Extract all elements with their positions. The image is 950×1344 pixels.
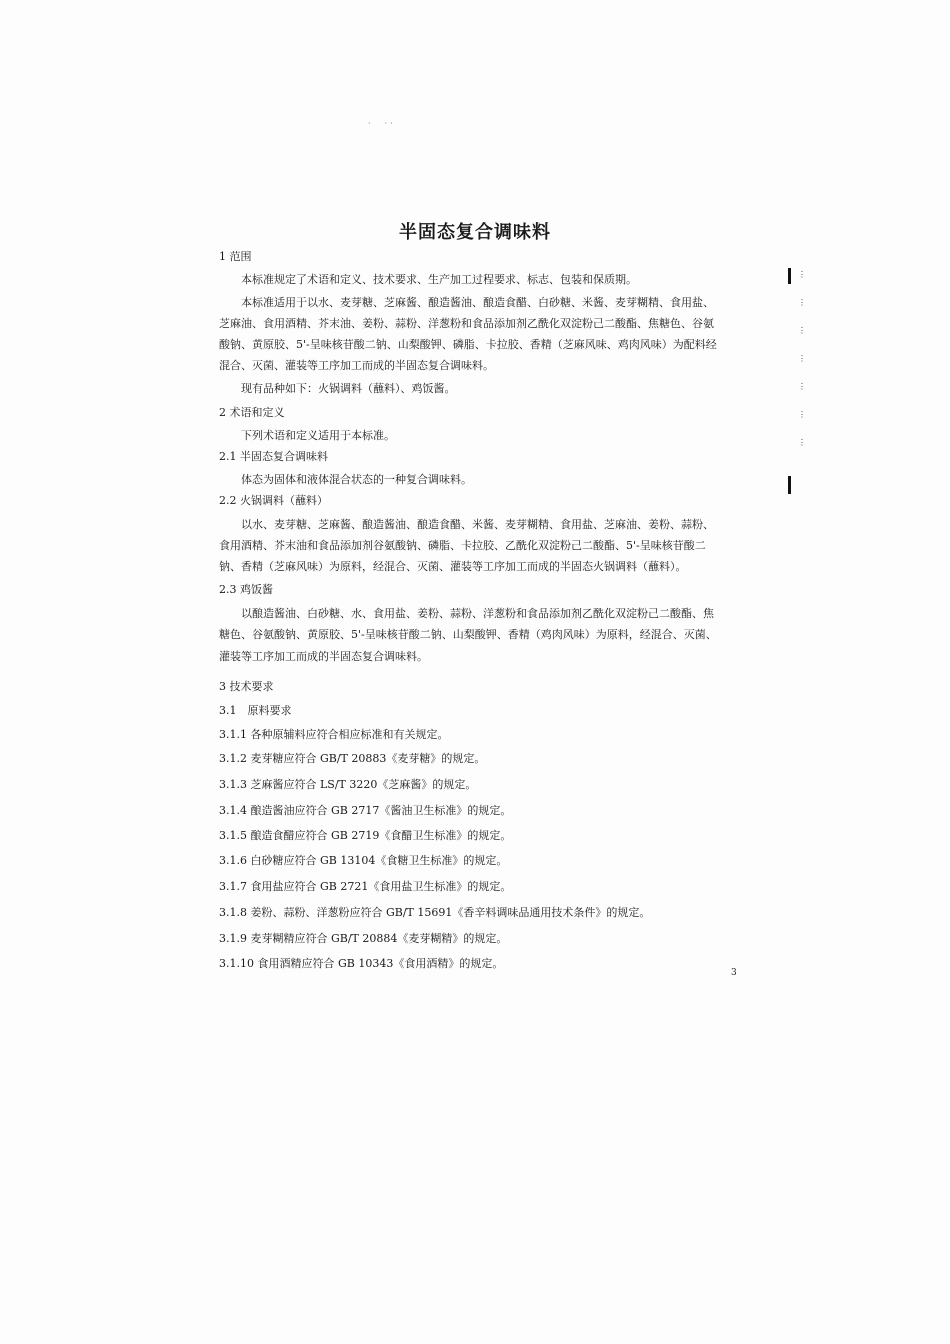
paragraph-line: 酸钠、黄原胶、5'-呈味核苷酸二钠、山梨酸钾、磷脂、卡拉胶、香精（芝麻风味、鸡肉风味）为配料经: [219, 338, 717, 351]
margin-glyph: ⋮: [798, 298, 806, 307]
paragraph-line: 下列术语和定义适用于本标准。: [241, 429, 395, 442]
margin-glyph: ⋮: [798, 354, 806, 363]
scan-margin-mark: [784, 268, 808, 494]
clause-line: 3.1.2 麦芽糖应符合 GB/T 20883《麦芽糖》的规定。: [219, 752, 486, 765]
paragraph-line: 芝麻油、食用酒精、芥末油、姜粉、蒜粉、洋葱粉和食品添加剂乙酰化双淀粉己二酸酯、焦糖色、谷氨: [219, 317, 714, 330]
paragraph-line: 现有品种如下：火锅调料（蘸料）、鸡饭酱。: [241, 382, 456, 395]
document-title: 半固态复合调味料: [399, 222, 551, 243]
section-heading-terms: 2 术语和定义: [219, 406, 285, 419]
paragraph-line: 本标准适用于以水、麦芽糖、芝麻酱、酿造酱油、酿造食醋、白砂糖、米酱、麦芽糊精、食用盐、: [241, 296, 714, 309]
section-heading-scope: 1 范围: [219, 250, 252, 263]
paragraph-line: 混合、灭菌、灌装等工序加工而成的半固态复合调味料。: [219, 359, 494, 372]
margin-glyph: ⋮: [798, 382, 806, 391]
section-heading-technical-requirements: 3 技术要求: [219, 680, 274, 693]
paragraph-line: 食用酒精、芥末油和食品添加剂谷氨酸钠、磷脂、卡拉胶、乙酰化双淀粉己二酸酯、5'-呈味核苷酸二: [219, 539, 706, 552]
subsection-heading: 3.1 原料要求: [219, 704, 292, 717]
margin-bar-top: [788, 268, 791, 284]
paragraph-line: 灌装等工序加工而成的半固态复合调味料。: [219, 650, 428, 663]
clause-line: 3.1.9 麦芽糊精应符合 GB/T 20884《麦芽糊精》的规定。: [219, 932, 508, 945]
subsection-heading: 2.2 火锅调料（蘸料）: [219, 494, 328, 507]
margin-glyph: ⋮: [798, 438, 806, 447]
subsection-heading: 2.3 鸡饭酱: [219, 583, 273, 596]
scan-artifact-dots: · ··: [368, 119, 396, 128]
paragraph-line: 糖色、谷氨酸钠、黄原胶、5'-呈味核苷酸二钠、山梨酸钾、香精（鸡肉风味）为原料，经混合、灭菌、: [219, 628, 717, 641]
paragraph-line: 钠、香精（芝麻风味）为原料，经混合、灭菌、灌装等工序加工而成的半固态火锅调料（蘸料）。: [219, 560, 687, 573]
clause-line: 3.1.6 白砂糖应符合 GB 13104《食糖卫生标准》的规定。: [219, 854, 508, 867]
clause-line: 3.1.1 各种原辅料应符合相应标准和有关规定。: [219, 728, 449, 741]
page-number: 3: [731, 968, 737, 978]
paragraph-line: 体态为固体和液体混合状态的一种复合调味料。: [241, 473, 472, 486]
paragraph-line: 以酿造酱油、白砂糖、水、食用盐、姜粉、蒜粉、洋葱粉和食品添加剂乙酰化双淀粉己二酸酯、焦: [241, 607, 714, 620]
clause-line: 3.1.5 酿造食醋应符合 GB 2719《食醋卫生标准》的规定。: [219, 829, 512, 842]
subsection-heading: 2.1 半固态复合调味料: [219, 450, 328, 463]
paragraph-line: 以水、麦芽糖、芝麻酱、酿造酱油、酿造食醋、米酱、麦芽糊精、食用盐、芝麻油、姜粉、蒜粉、: [241, 518, 714, 531]
clause-line: 3.1.8 姜粉、蒜粉、洋葱粉应符合 GB/T 15691《香辛料调味品通用技术条件》的规定。: [219, 906, 651, 919]
margin-glyph: ⋮: [798, 270, 806, 279]
clause-line: 3.1.7 食用盐应符合 GB 2721《食用盐卫生标准》的规定。: [219, 880, 512, 893]
paragraph-line: 本标准规定了术语和定义、技术要求、生产加工过程要求、标志、包装和保质期。: [241, 273, 637, 286]
clause-line: 3.1.10 食用酒精应符合 GB 10343《食用酒精》的规定。: [219, 957, 504, 970]
clause-line: 3.1.3 芝麻酱应符合 LS/T 3220《芝麻酱》的规定。: [219, 778, 477, 791]
margin-bar-bottom: [788, 476, 791, 494]
margin-glyph: ⋮: [798, 410, 806, 419]
clause-line: 3.1.4 酿造酱油应符合 GB 2717《酱油卫生标准》的规定。: [219, 804, 512, 817]
margin-glyph: ⋮: [798, 326, 806, 335]
